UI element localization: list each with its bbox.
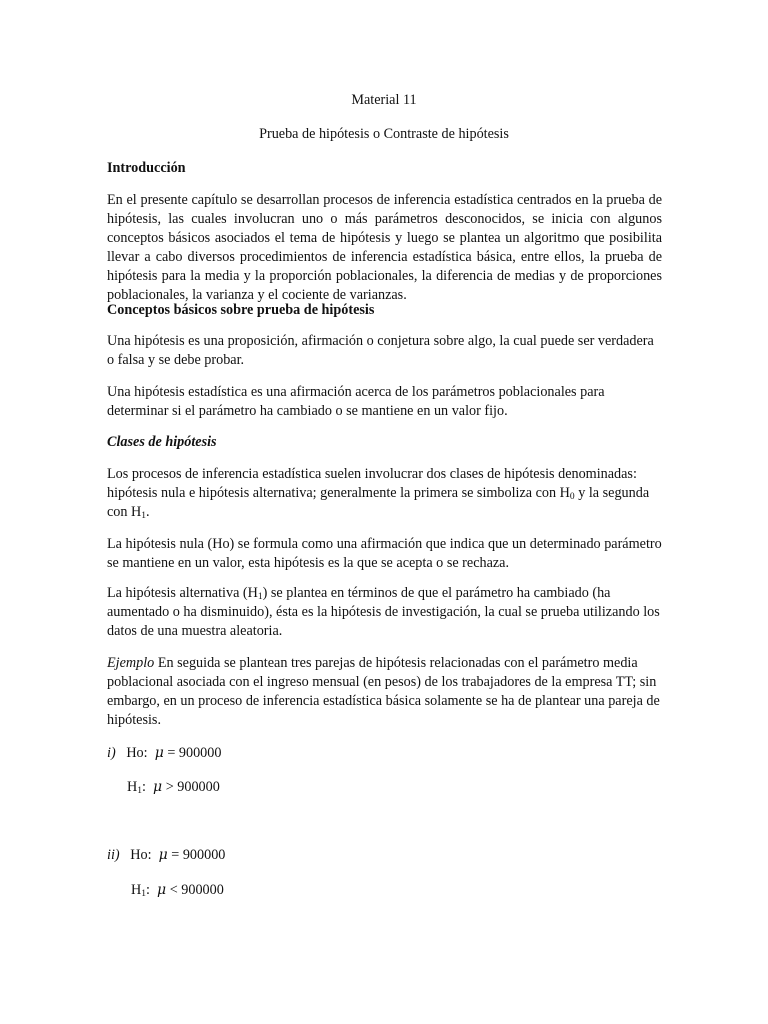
hypothesis-label: ii) [107, 847, 120, 863]
concepts-paragraph-1: Una hipótesis es una proposición, afirmación o conjetura sobre algo, la cual puede ser verdadera o falsa y se debe probar. [107, 333, 654, 368]
example-label: Ejemplo [107, 655, 155, 671]
hypothesis-h0-ii: ii) Ho: μ = 900000 [107, 847, 226, 863]
mu-symbol: μ [153, 779, 163, 795]
hypothesis-h0-i: i) Ho: μ = 900000 [107, 745, 222, 761]
concepts-heading: Conceptos básicos sobre prueba de hipótesis [107, 302, 375, 318]
mu-symbol: μ [154, 745, 164, 761]
mu-symbol: μ [158, 847, 168, 863]
alternative-hypothesis-paragraph: La hipótesis alternativa $(H_1)$ se plantea en términos de que el parámetro ha cambiado (ha aumentado o ha disminuido), ésta es la hipótesis de investigación, la cual se prueba utilizando los datos de una muestra aleatoria. [107, 585, 660, 639]
concepts-paragraph-2: Una hipótesis estadística es una afirmación acerca de los parámetros poblacionales para determinar si el parámetro ha cambiado o se mantiene en un valor fijo. [107, 384, 605, 419]
null-hypothesis-paragraph: La hipótesis nula (Ho) se formula como una afirmación que indica que un determinado parámetro se mantiene en un valor, esta hipótesis es la que se acepta o se rechaza. [107, 536, 662, 571]
intro-paragraph: En el presente capítulo se desarrollan procesos de inferencia estadística centrados en la prueba de hipótesis, las cuales involucran uno o más parámetros desconocidos, se inicia con algunos conceptos básicos asociados el tema de hipótesis y luego se plantea un algoritmo que posibilita llevar a cabo diversos procedimientos de inferencia estadística básica, entre ellos, la prueba de hipótesis para la media y la proporción poblacionales, la diferencia de medias y de proporciones poblacionales, la varianza y el cociente de varianzas. [107, 192, 662, 303]
hypothesis-label: i) [107, 745, 116, 761]
classes-heading: Clases de hipótesis [107, 434, 217, 450]
hypothesis-h1-ii: $H_1$: μ < 900000 [131, 882, 224, 899]
mu-symbol: μ [157, 882, 167, 898]
example-paragraph: Ejemplo En seguida se plantean tres parejas de hipótesis relacionadas con el parámetro media poblacional asociada con el ingreso mensual (en pesos) de los trabajadores de la empresa TT; sin embargo, en un proceso de inferencia estadística básica solamente se ha de plantear una pareja de hipótesis. [107, 655, 660, 728]
classes-paragraph: Los procesos de inferencia estadística suelen involucrar dos clases de hipótesis denominadas: hipótesis nula e hipótesis alternativa; generalmente la primera se simboliza con $H_0$ y la segunda con $H_1$. [107, 466, 650, 521]
document-subtitle: Prueba de hipótesis o Contraste de hipótesis [259, 126, 509, 142]
document-title: Material 11 [351, 92, 417, 108]
hypothesis-h1-i: $H_1$: μ > 900000 [127, 779, 220, 796]
intro-heading: Introducción [107, 160, 186, 176]
